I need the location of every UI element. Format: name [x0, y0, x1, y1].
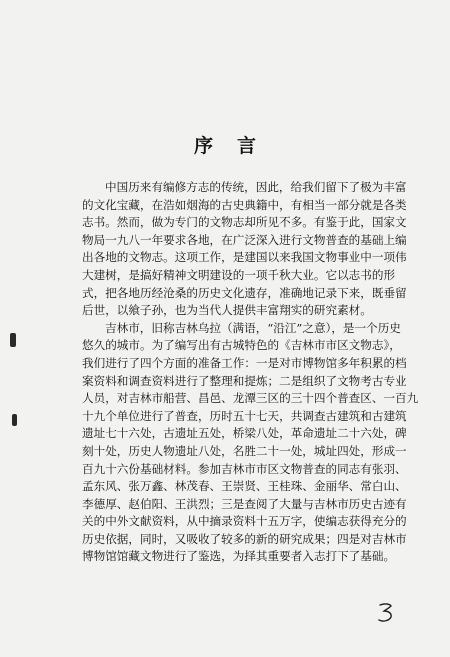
text-line: 中国历来有编修方志的传统，因此，给我们留下了极为丰富 — [105, 180, 407, 194]
text-line: 关的中外文献资料，从中摘录资料十五万字，使编志获得充分的 — [82, 514, 407, 529]
text-line: 悠久的城市。为了编写出有古城特色的《吉林市市区文物志》， — [82, 338, 401, 353]
text-line: 式，把各地历经沧桑的历史文化遗存，准确地记录下来，既垂留 — [82, 285, 407, 300]
text-line: 博物馆馆藏文物进行了鉴选，为择其重要者入志打下了基础。 — [82, 549, 396, 564]
paragraph-2 — [82, 320, 419, 566]
text-line: 遗址七十六处，古遗址五处，桥梁八处，革命遗址二十六处，碑 — [82, 426, 407, 441]
text-line: 历史依据，同时，又吸收了较多的新的研究成果；四是对吉林市 — [82, 531, 407, 546]
body-text — [82, 179, 419, 566]
paragraph-1 — [82, 179, 407, 320]
text-line: 的文化宝藏，在浩如烟海的古史典籍中，有相当一部分就是各类 — [82, 197, 407, 212]
text-line: 我们进行了四个方面的准备工作：一是对市博物馆多年积累的档 — [82, 355, 407, 370]
text-line: 物局一九八一年要求各地，在广泛深入进行文物普查的基础上编 — [82, 232, 407, 247]
text-line: 吉林市，旧称吉林乌拉（满语，“沿江”之意），是一个历史 — [105, 320, 401, 335]
scan-smudge — [12, 414, 17, 426]
page-title: 序言 — [193, 135, 280, 157]
text-line: 案资料和调查资料进行了整理和提炼；二是组织了文物考古专业 — [82, 373, 407, 388]
text-line: 十九个单位进行了普查，历时五十七天，共调查古建筑和古建筑 — [82, 408, 407, 423]
text-line: 百九十六份基础材料。参加吉林市市区文物普查的同志有张羽、 — [82, 461, 407, 476]
text-line: 人员，对吉林市船营、昌邑、龙潭三区的三十四个普查区、一百九 — [82, 391, 419, 406]
text-line: 李德厚、赵伯阳、王洪烈；三是查阅了大量与吉林市历史古迹有 — [82, 496, 407, 511]
text-line: 志书。然而，做为专门的文物志却所见不多。有鉴于此，国家文 — [82, 215, 407, 230]
text-line: 出各地的文物志。这项工作，是建国以来我国文物事业中一项伟 — [82, 250, 407, 265]
text-line: 大建树，是搞好精神文明建设的一项千秋大业。它以志书的形 — [82, 267, 396, 282]
scan-smudge — [10, 333, 16, 347]
handwritten-page-number — [376, 602, 396, 624]
text-line: 刻十处，历史人物遗址八处，名胜二十一处，城址四处，形成一 — [82, 443, 407, 458]
text-line: 孟东风、张万鑫、林茂春、王崇贤、王桂珠、金丽华、常白山、 — [82, 479, 407, 494]
text-line: 后世，以飨子孙，也为当代人提供丰富翔实的研究素材。 — [82, 303, 372, 318]
